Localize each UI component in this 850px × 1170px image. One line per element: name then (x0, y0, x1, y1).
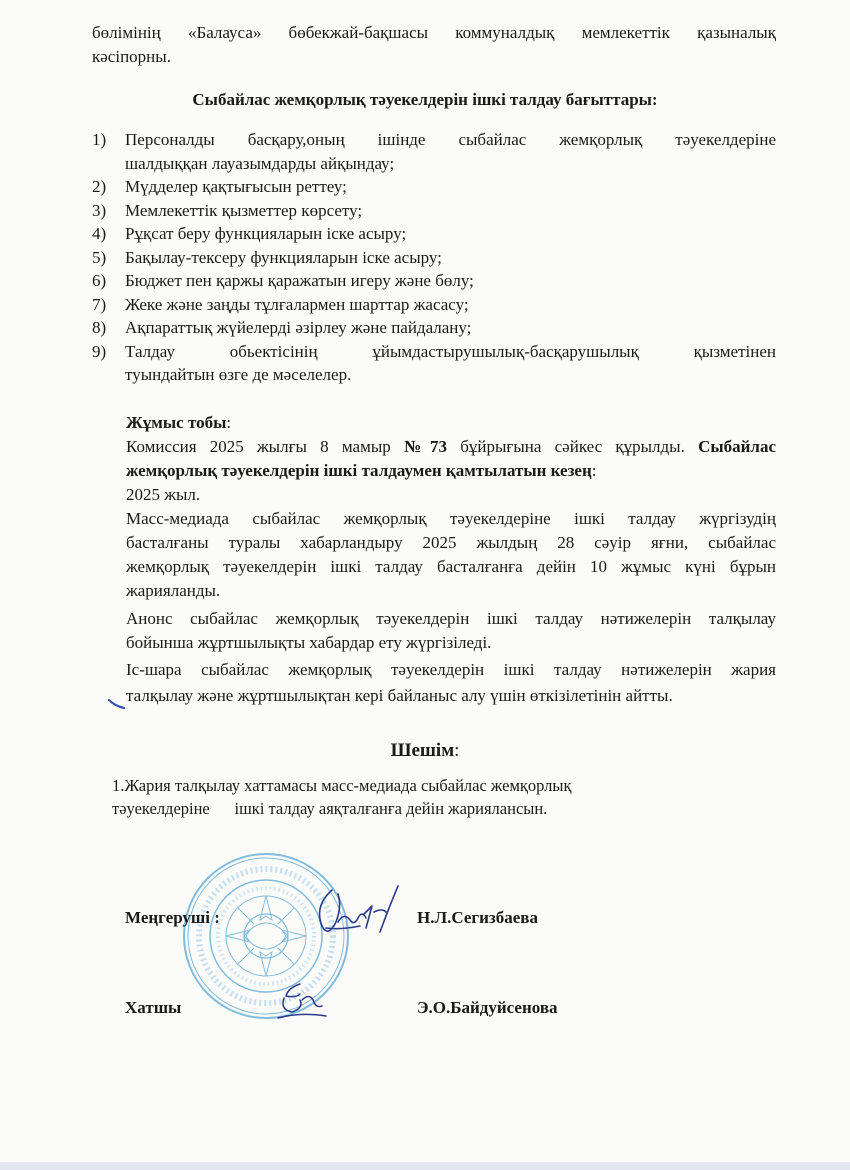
secretary-label: Хатшы (125, 998, 182, 1017)
announce-line-2: бойынша жұртшылықты хабардар ету жүргізіледі. (126, 633, 492, 652)
colon: : (591, 461, 597, 480)
list-item (92, 340, 776, 364)
list-item (92, 222, 776, 246)
event-line-1: Іс-шара сыбайлас жемқорлық тәуекелдерін ішкі талдау нәтижелерін жария (126, 660, 776, 679)
list-number: 2) (92, 177, 107, 196)
order-number: №73 (403, 437, 448, 456)
head-label: Меңгеруші : (125, 908, 220, 927)
commission-text-2: бұйрығына сәйкес құрылды. (447, 437, 699, 456)
directions-list (92, 128, 776, 387)
colon: : (226, 413, 232, 432)
decision-line-1: 1.Жария талқылау хаттамасы масс-медиада сыбайлас жемқорлық (112, 776, 572, 795)
list-text-cont: туындайтын өзге де мәселелер. (125, 365, 352, 384)
decision-title-text: Шешім (390, 740, 455, 761)
period-line (126, 459, 776, 482)
list-item (92, 128, 776, 152)
intro-line-2: кәсіпорны. (92, 47, 171, 66)
list-text: Персоналды басқару,оның ішінде сыбайлас жемқорлық тәуекелдеріне (125, 130, 776, 149)
list-item-continuation (92, 363, 776, 387)
list-number: 5) (92, 247, 107, 267)
list-item (92, 316, 776, 340)
list-item (92, 269, 776, 293)
scan-edge (0, 1162, 850, 1170)
list-text: Рұқсат беру функцияларын іске асыру; (125, 224, 407, 243)
list-text: Бақылау-тексеру функцияларын іске асыру; (125, 247, 442, 267)
list-text: Ақпараттық жүйелерді әзірлеу және пайдалану; (125, 318, 472, 337)
period-value: 2025 жыл. (126, 485, 201, 504)
media-line-4: жарияланды. (126, 581, 221, 600)
list-item (92, 199, 776, 223)
secretary-signature-icon (270, 978, 340, 1028)
secretary-name: Э.О.Байдуйсенова (417, 998, 558, 1017)
media-line-1: Масс-медиада сыбайлас жемқорлық тәуекелдеріне ішкі талдау жүргізудің (126, 509, 776, 528)
list-number: 9) (92, 341, 107, 361)
head-signature-icon (300, 882, 420, 952)
list-item (92, 175, 776, 199)
pen-mark-icon (107, 697, 127, 711)
list-text: Бюджет пен қаржы қаражатын игеру және бөлу; (125, 271, 474, 290)
list-item (92, 246, 776, 270)
directions-title: Сыбайлас жемқорлық тәуекелдерін ішкі талдау бағыттары: (192, 90, 658, 109)
list-number: 3) (92, 200, 107, 220)
colon: : (454, 740, 460, 761)
announce-line-1: Анонс сыбайлас жемқорлық тәуекелдерін ішкі талдау нәтижелерін талқылау (126, 609, 776, 628)
list-text: Талдау обьектісінің ұйымдастырушылық-басқарушылық қызметінен (125, 341, 776, 361)
media-line-2: басталғаны туралы хабарландыру 2025 жылдың 28 сәуір яғни, сыбайлас (126, 533, 776, 552)
event-line-2: талқылау және жұртшылықтан кері байланыс алу үшін өткізілетінін айтты. (126, 686, 673, 705)
list-item-continuation (92, 152, 776, 176)
list-text: Мүдделер қақтығысын реттеу; (125, 177, 347, 196)
head-name: Н.Л.Сегизбаева (417, 908, 538, 927)
list-number: 8) (92, 318, 107, 337)
decision-line-2: тәуекелдеріне ішкі талдау аяқталғанға дейін жариялансын. (112, 799, 548, 818)
intro-line-1: бөлімінің «Балауса» бөбекжай-бақшасы коммуналдық мемлекеттік қазыналық (92, 23, 776, 42)
working-group-title: Жұмыс тобы (126, 413, 227, 432)
working-group-label (126, 411, 776, 434)
list-text: Мемлекеттік қызметтер көрсету; (125, 200, 363, 220)
decision-body (112, 774, 712, 820)
list-text-cont: шалдыққан лауазымдарды айқындау; (125, 153, 395, 173)
list-number: 6) (92, 271, 107, 290)
decision-title (0, 740, 850, 762)
list-number: 1) (92, 130, 107, 149)
list-number: 4) (92, 224, 107, 243)
list-item (92, 293, 776, 317)
list-number: 7) (92, 294, 107, 314)
period-label-part1: Сыбайлас (698, 437, 776, 456)
list-text: Жеке және заңды тұлғалармен шарттар жасасу; (125, 294, 469, 314)
commission-line (126, 435, 776, 458)
media-line-3: жемқорлық тәуекелдерін ішкі талдау басталғанға дейін 10 жұмыс күні бұрын (126, 557, 776, 576)
commission-text: Комиссия 2025 жылғы 8 мамыр (126, 437, 404, 456)
period-label-part2: жемқорлық тәуекелдерін ішкі талдаумен қамтылатын кезең (126, 461, 592, 480)
